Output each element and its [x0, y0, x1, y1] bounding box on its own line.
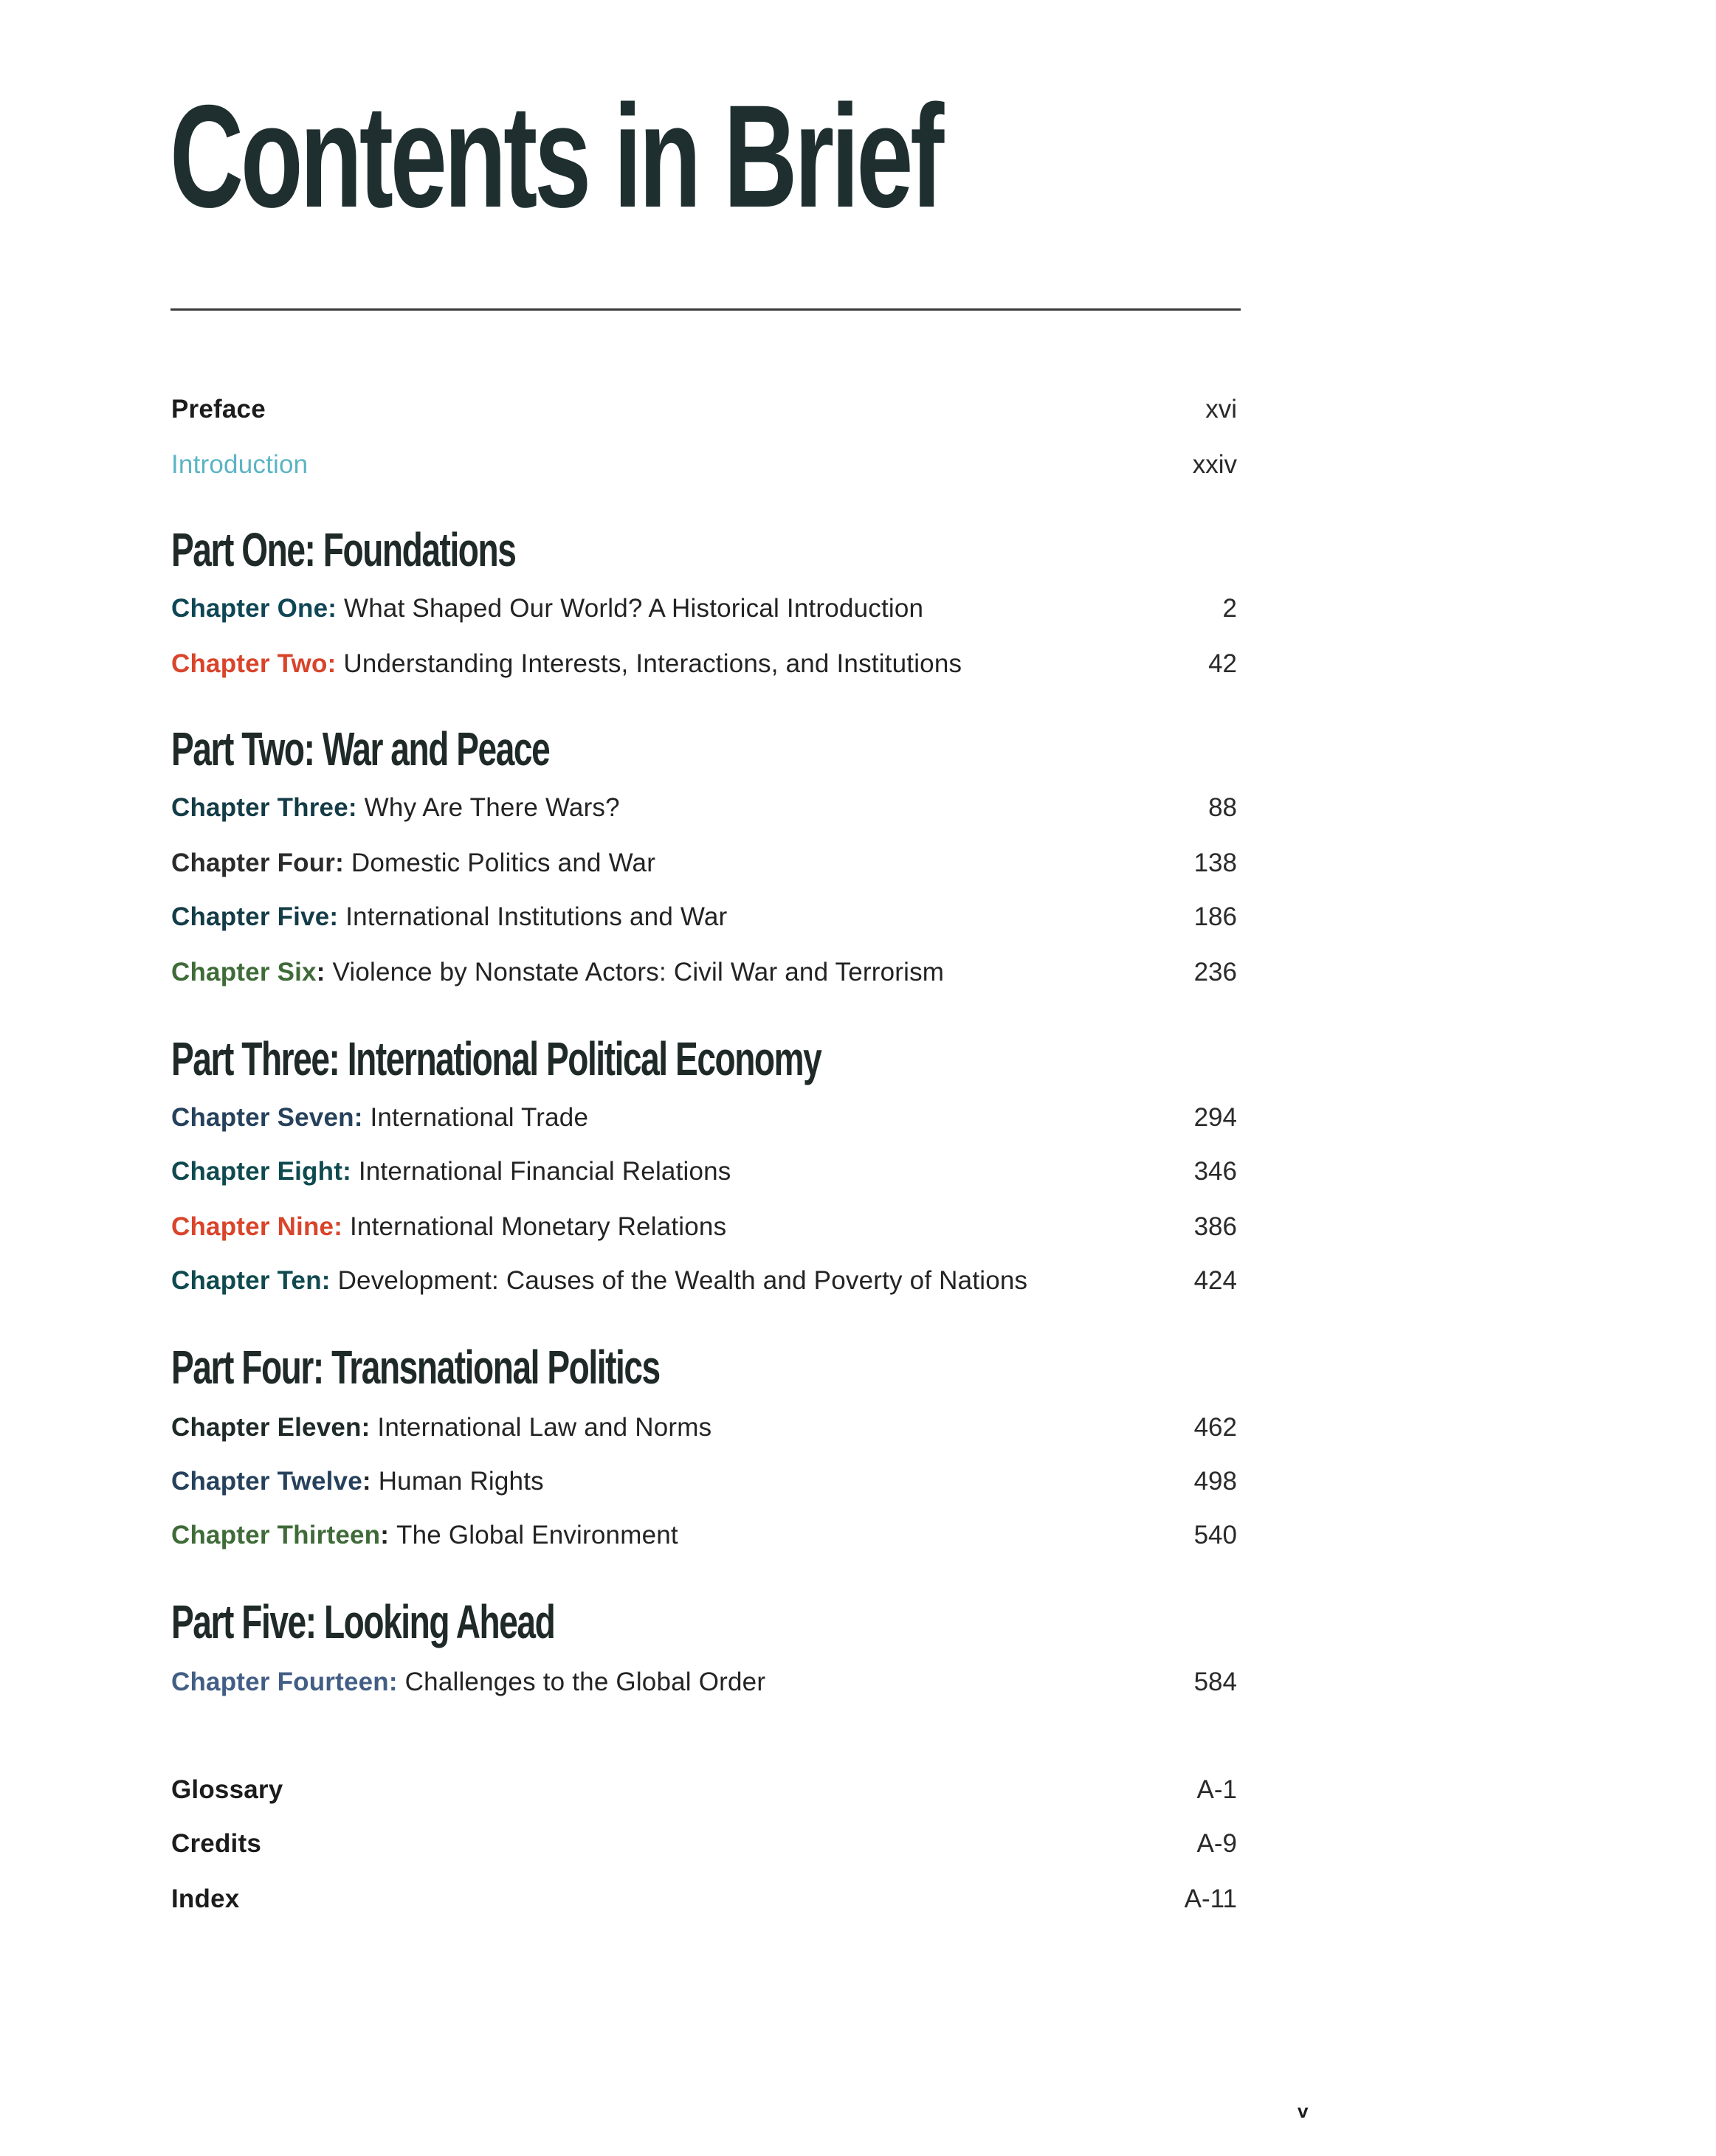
entry-label: Preface — [171, 395, 266, 424]
entry-label — [171, 1157, 731, 1186]
colon: : — [316, 958, 333, 987]
page-number: 186 — [1193, 902, 1237, 931]
page-number: 424 — [1193, 1266, 1237, 1295]
entry-label — [171, 1668, 765, 1697]
toc-entry-introduction[interactable] — [171, 446, 1237, 483]
page-number: A-1 — [1196, 1775, 1237, 1804]
page-number: xxiv — [1192, 450, 1237, 479]
page-title: Contents in Brief — [170, 75, 942, 238]
part-heading: Part Four: Transnational Politics — [171, 1341, 660, 1394]
chapter-title: International Law and Norms — [377, 1413, 712, 1442]
chapter-title: Violence by Nonstate Actors: Civil War and Terrorism — [332, 958, 945, 987]
page-number: 540 — [1193, 1521, 1237, 1549]
page-number: xvi — [1205, 395, 1237, 424]
entry-label — [171, 1266, 1027, 1296]
chapter-title: What Shaped Our World? A Historical Introduction — [344, 594, 924, 623]
entry-label: Index — [171, 1884, 240, 1913]
chapter-title: International Financial Relations — [358, 1157, 731, 1186]
page-number: A-11 — [1184, 1884, 1237, 1913]
toc-entry-chapter[interactable] — [171, 954, 1237, 991]
chapter-title: International Trade — [370, 1103, 589, 1132]
entry-label — [171, 958, 944, 987]
chapter-number-label: Chapter Five — [171, 902, 330, 931]
page-number: 346 — [1193, 1157, 1237, 1186]
entry-label — [171, 1212, 726, 1242]
page-number: 584 — [1193, 1668, 1237, 1696]
toc-entry-credits[interactable] — [171, 1825, 1237, 1862]
chapter-number-label: Chapter Seven — [171, 1103, 354, 1132]
chapter-number-label: Chapter Eight — [171, 1157, 343, 1186]
entry-label: Introduction — [171, 450, 309, 479]
chapter-number-label: Chapter One — [171, 594, 328, 623]
entry-label — [171, 594, 923, 623]
page-number: 42 — [1208, 649, 1237, 678]
page-number: A-9 — [1196, 1829, 1237, 1858]
toc-entry-chapter[interactable] — [171, 1099, 1237, 1136]
entry-label — [171, 1103, 588, 1133]
chapter-title: Understanding Interests, Interactions, and Institutions — [343, 649, 962, 678]
toc-entry-chapter[interactable] — [171, 1409, 1237, 1446]
entry-label — [171, 1467, 544, 1496]
colon: : — [334, 1212, 350, 1241]
toc-entry-chapter[interactable] — [171, 1664, 1237, 1701]
page-number: 462 — [1193, 1413, 1237, 1442]
colon: : — [362, 1467, 379, 1496]
part-heading: Part Five: Looking Ahead — [171, 1595, 555, 1648]
colon: : — [329, 902, 346, 931]
chapter-number-label: Chapter Twelve — [171, 1467, 362, 1496]
colon: : — [327, 649, 344, 678]
page-number: 294 — [1193, 1103, 1237, 1132]
chapter-title: The Global Environment — [396, 1521, 678, 1549]
part-heading: Part Two: War and Peace — [171, 722, 550, 775]
entry-label — [171, 1413, 711, 1442]
toc-entry-chapter[interactable] — [171, 1517, 1237, 1554]
page-number: 236 — [1193, 958, 1237, 987]
colon: : — [348, 793, 365, 822]
toc-entry-chapter[interactable] — [171, 1153, 1237, 1190]
entry-label — [171, 902, 727, 932]
toc-entry-glossary[interactable] — [171, 1772, 1237, 1808]
toc-entry-chapter[interactable] — [171, 899, 1237, 936]
chapter-title: Human Rights — [378, 1467, 544, 1496]
part-heading: Part Three: International Political Economy — [171, 1032, 821, 1085]
entry-label — [171, 793, 620, 823]
chapter-title: Why Are There Wars? — [364, 793, 620, 822]
page-number: 386 — [1193, 1212, 1237, 1241]
page-number: 138 — [1193, 849, 1237, 877]
entry-label: Glossary — [171, 1775, 283, 1804]
chapter-number-label: Chapter Thirteen — [171, 1521, 381, 1549]
chapter-title: Challenges to the Global Order — [404, 1668, 766, 1696]
entry-label: Credits — [171, 1829, 261, 1858]
toc-entry-chapter[interactable] — [171, 790, 1237, 826]
toc-entry-index[interactable] — [171, 1881, 1237, 1918]
chapter-number-label: Chapter Six — [171, 958, 317, 987]
page-folio-number: v — [1298, 2100, 1309, 2122]
toc-entry-chapter[interactable] — [171, 646, 1237, 683]
colon: : — [342, 1157, 359, 1186]
chapter-number-label: Chapter Four — [171, 849, 336, 877]
chapter-title: International Monetary Relations — [350, 1212, 727, 1241]
page-number: 498 — [1193, 1467, 1237, 1496]
toc-entry-chapter[interactable] — [171, 1209, 1237, 1245]
chapter-number-label: Chapter Fourteen — [171, 1668, 389, 1696]
toc-entry-chapter[interactable] — [171, 590, 1237, 627]
chapter-number-label: Chapter Ten — [171, 1266, 322, 1295]
toc-entry-chapter[interactable] — [171, 1463, 1237, 1500]
colon: : — [321, 1266, 338, 1295]
page-number: 2 — [1222, 594, 1237, 623]
entry-label — [171, 1521, 678, 1550]
colon: : — [328, 594, 345, 623]
colon: : — [380, 1521, 397, 1549]
colon: : — [388, 1668, 405, 1696]
chapter-number-label: Chapter Nine — [171, 1212, 334, 1241]
chapter-number-label: Chapter Eleven — [171, 1413, 362, 1442]
colon: : — [361, 1413, 378, 1442]
chapter-title: Development: Causes of the Wealth and Poverty of Nations — [337, 1266, 1028, 1295]
chapter-number-label: Chapter Three — [171, 793, 348, 822]
colon: : — [354, 1103, 371, 1132]
toc-entry-preface[interactable] — [171, 391, 1237, 428]
toc-entry-chapter[interactable] — [171, 845, 1237, 882]
colon: : — [335, 849, 351, 877]
entry-label — [171, 849, 655, 878]
chapter-title: International Institutions and War — [345, 902, 728, 931]
entry-label — [171, 649, 962, 679]
part-heading: Part One: Foundations — [171, 523, 516, 576]
page-number: 88 — [1208, 793, 1237, 822]
toc-entry-chapter[interactable] — [171, 1262, 1237, 1299]
chapter-number-label: Chapter Two — [171, 649, 328, 678]
chapter-title: Domestic Politics and War — [351, 849, 656, 877]
